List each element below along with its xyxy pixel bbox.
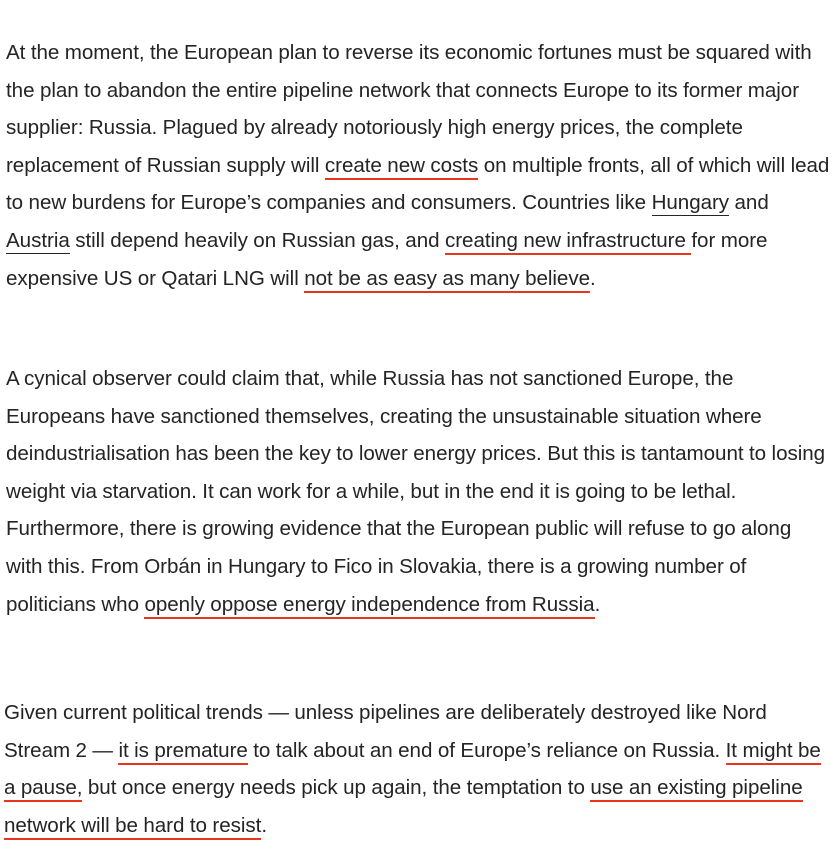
paragraph-1-text-6: . — [590, 266, 596, 290]
link-openly-oppose-energy-independence[interactable]: openly oppose energy independence from Russia — [144, 593, 594, 619]
paragraph-1-text-4: still depend heavily on Russian gas, and — [69, 228, 445, 252]
paragraph-1-text-1: At the moment, the European plan to reverse its economic fortunes must be squared with the plan to abandon the entire pipeline network that connects Europe to its former major supplier: Russia. Plagued by already notoriously high energy prices, the complete replacement of Russian supply will — [6, 41, 812, 177]
paragraph-2-text-1: A cynical observer could claim that, while Russia has not sanctioned Europe, the Europeans have sanctioned themselves, creating the unsustainable situation where deindustrialisation has been the key to lower energy prices. But this is tantamount to losing weight via starvation. It can work for a while, but in the end it is going to be lethal. Furthermore, there is growing evidence that the European public will refuse to go along with this. From Orbán in Hungary to Fico in Slovakia, there is a growing number of politicians who — [6, 367, 826, 616]
paragraph-1 — [6, 34, 832, 297]
link-use-existing-pipeline-network[interactable]: use an existing pipeline network will be hard to resist — [4, 776, 803, 840]
paragraph-2 — [6, 360, 832, 623]
paragraph-3-text-1: Given current political trends — unless pipelines are deliberately destroyed like Nord Stream 2 — — [4, 701, 767, 762]
link-hungary[interactable]: Hungary — [651, 191, 730, 215]
paragraph-1-text-5: for more expensive US or Qatari LNG will — [6, 228, 768, 290]
link-austria[interactable]: Austria — [6, 228, 70, 252]
paragraph-3 — [4, 694, 832, 844]
link-it-might-be-a-pause[interactable]: It might be a pause, — [4, 739, 821, 803]
paragraph-3-text-2: to talk about an end of Europe’s reliance on Russia. — [247, 738, 726, 762]
link-creating-new-infrastructure[interactable]: creating new infrastructure — [445, 229, 691, 255]
paragraph-3-text-4: . — [261, 813, 267, 837]
paragraph-2-text-2: . — [594, 592, 601, 616]
link-not-be-as-easy[interactable]: not be as easy as many believe — [304, 267, 590, 293]
paragraph-1-text-3: and — [729, 191, 769, 215]
paragraph-3-text-3: but once energy needs pick up again, the temptation to — [82, 776, 591, 800]
paragraph-1-text-2: on multiple fronts, all of which will lead to new burdens for Europe’s companies and consumers. Countries like — [6, 153, 830, 215]
link-it-is-premature[interactable]: it is premature — [118, 739, 247, 765]
link-create-new-costs[interactable]: create new costs — [325, 154, 478, 180]
